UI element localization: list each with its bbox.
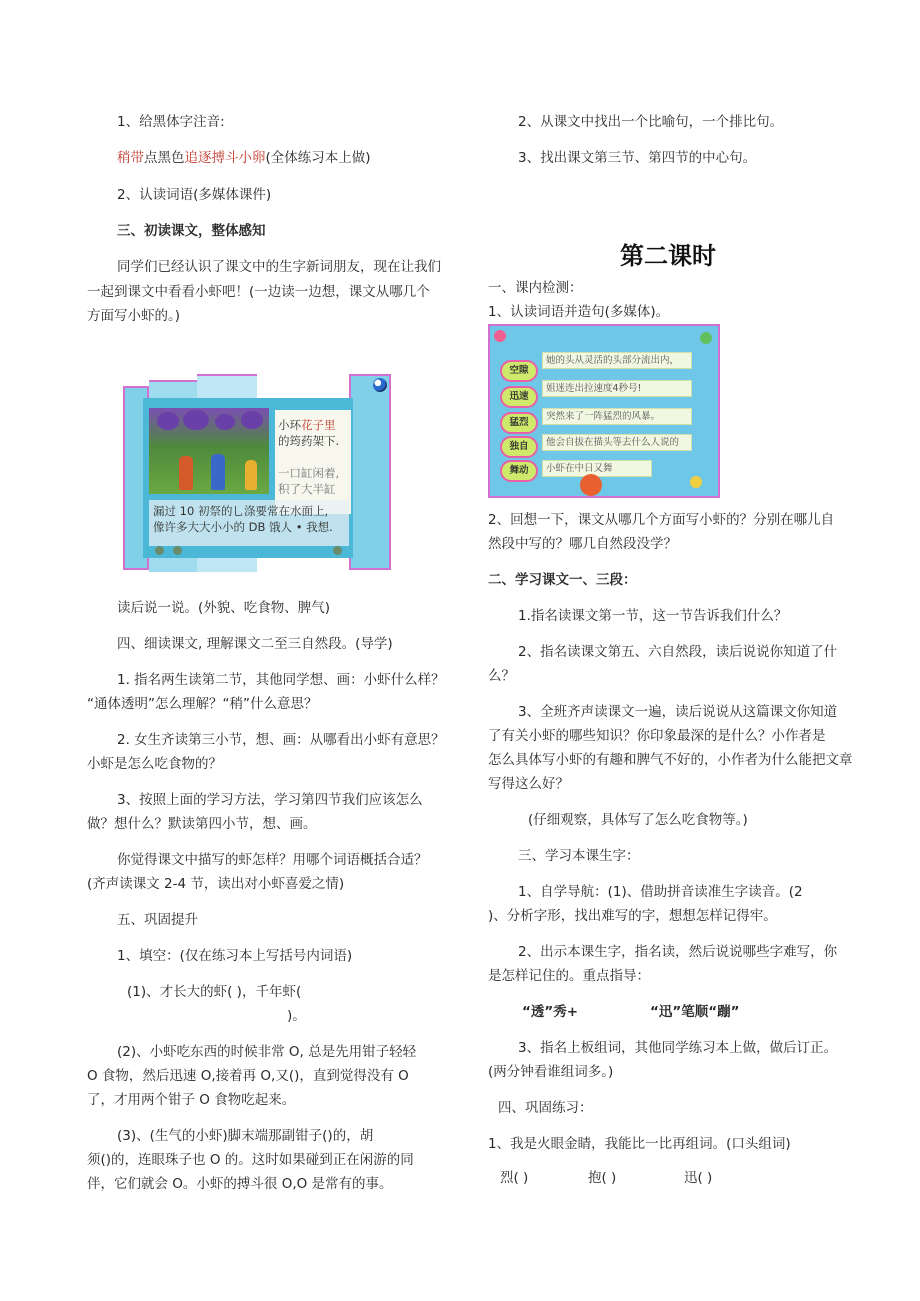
- text-line: 1、给黑体字注音:: [117, 114, 225, 130]
- text-line: 2、认读词语(多媒体课件): [117, 187, 272, 203]
- text-line: 3、全班齐声读课文一遍，读后说说从这篇课文你知道: [518, 704, 838, 720]
- flower-icon: [700, 332, 712, 344]
- text-line: 1.指名读课文第一节，这一节告诉我们什么？: [518, 608, 788, 624]
- slide-caption-strip: [149, 500, 349, 546]
- text-line: 2、从课文中找出一个比喻句，一个排比句。: [518, 114, 784, 130]
- stop-control-icon: [333, 546, 342, 555]
- example-sentence: 她的头从灵活的头部分流出内，: [542, 352, 692, 369]
- slide-text: 花子里: [301, 418, 336, 432]
- text-line: (两分钟看谁组词多。): [488, 1064, 614, 1080]
- vocab-word: 空隙: [500, 360, 538, 382]
- child-figure: [245, 460, 257, 490]
- section-heading: 三、学习本课生字：: [518, 848, 640, 864]
- text-line: (3)、(生气的小虾)脚末端那副钳子()的，胡: [117, 1128, 374, 1144]
- vocab-word: 舞动: [500, 460, 538, 482]
- slide-panel: [349, 374, 391, 570]
- mascot-icon: [580, 474, 602, 496]
- section-heading: 二、学习课文一、三段：: [488, 572, 637, 588]
- text-line: 3、按照上面的学习方法，学习第四节我们应该怎么: [117, 792, 423, 808]
- slide-text-box: [275, 410, 351, 514]
- example-sentence: 他会自拔在描头等去什么人说的: [542, 434, 692, 451]
- text-line: 1、自学导航：(1)、借助拼音读准生字读音。(2: [518, 884, 803, 900]
- slide-text: 漏过 10 初祭的乚涤要常在水面上,: [153, 504, 329, 518]
- vocab-word: 独自: [500, 436, 538, 458]
- example-sentence: 突然来了一阵猛烈的风暴。: [542, 408, 692, 425]
- lesson-slide-image: [123, 374, 391, 570]
- fill-blank: 抱( ): [588, 1170, 617, 1186]
- text-line: 2、出示本课生字，指名读，然后说说哪些字难写，你: [518, 944, 838, 960]
- text-line: 你觉得课文中描写的虾怎样？用哪个词语概括合适？: [117, 852, 428, 868]
- play-control-icon: [155, 546, 164, 555]
- child-figure: [179, 456, 193, 490]
- text-line: 1. 指名两生读第二节，其他同学想、画：小虾什么样？: [117, 672, 445, 688]
- flower-icon: [690, 476, 702, 488]
- text-line: 须()的，连眼珠子也 O 的。这时如果碰到正在闲游的同: [87, 1152, 414, 1168]
- section-heading: 三、初读课文，整体感知: [117, 223, 266, 239]
- slide-text: 积了大半缸: [278, 482, 336, 496]
- section-heading: 四、巩固练习：: [498, 1100, 593, 1116]
- flower-icon: [494, 330, 506, 342]
- vocab-word: 猛烈: [500, 412, 538, 434]
- slide-text: 的筠药架下.: [278, 434, 340, 448]
- text-line: )。: [287, 1008, 306, 1024]
- example-sentence: 姐迷连出拉速度4秒号!: [542, 380, 692, 397]
- highlighted-word: 追逐搏斗小卵: [184, 150, 266, 166]
- highlighted-word: 稍带: [117, 150, 144, 166]
- pause-control-icon: [173, 546, 182, 555]
- text-line: (仔细观察，具体写了怎么吃食物等。): [528, 812, 748, 828]
- text-line: 四、细读课文, 理解课文二至三自然段。(导学): [117, 636, 393, 652]
- text-line: 了有关小虾的哪些知识？你印象最深的是什么？小作者是: [488, 728, 826, 744]
- text-line: 2、指名读课文第五、六自然段，读后说说你知道了什: [518, 644, 838, 660]
- text-line: 1、填空：(仅在练习本上写括号内词语): [117, 948, 353, 964]
- slide-text: 小环: [278, 418, 301, 432]
- text-line: “通体透明”怎么理解？“稍”什么意思？: [87, 696, 318, 712]
- character-guide: “透”秀+: [522, 1004, 579, 1020]
- grape-arbor-photo: [149, 408, 269, 494]
- text-line: 然段中写的？哪几自然段没学？: [488, 536, 677, 552]
- text-line: 一、课内检测：: [488, 280, 583, 296]
- text-line: 怎么具体写小虾的有趣和脾气不好的，小作者为什么能把文章: [488, 752, 853, 768]
- section-heading: 五、巩固提升: [117, 912, 198, 928]
- character-guide: “迅”笔顺“蹦”: [650, 1004, 740, 1020]
- text-line: 写得这么好？: [488, 776, 569, 792]
- text-line: 1、我是火眼金睛，我能比一比再组词。(口头组词): [488, 1136, 791, 1152]
- text-line: 3、指名上板组词，其他同学练习本上做，做后订正。: [518, 1040, 838, 1056]
- vocab-word: 迅速: [500, 386, 538, 408]
- slide-text: 一口缸闲着,: [278, 466, 340, 480]
- text-line: 了，才用两个钳子 O 食物吃起来。: [87, 1092, 296, 1108]
- child-figure: [211, 454, 225, 490]
- slide-text: 像许多大大小小的 DB 饿人 • 我想.: [153, 520, 333, 534]
- ball-icon: [373, 378, 387, 392]
- vocabulary-slide-image: [488, 324, 720, 498]
- text-line: [117, 146, 371, 170]
- text-line: (2)、小虾吃东西的时候非常 O, 总是先用钳子轻轻: [117, 1044, 417, 1060]
- text-line: 2、回想一下，课文从哪几个方面写小虾的？分别在哪儿自: [488, 512, 835, 528]
- example-sentence: 小虾在中日又舞: [542, 460, 652, 477]
- text-line: O 食物，然后迅速 O,接着再 O,又()，直到觉得没有 O: [87, 1068, 409, 1084]
- text-line: 读后说一说。(外貌、吃食物、脾气): [117, 600, 331, 616]
- text-line: 么？: [488, 668, 515, 684]
- fill-blank: 迅( ): [684, 1170, 713, 1186]
- text-line: 同学们已经认识了课文中的生字新词朋友，现在让我们: [117, 259, 441, 275]
- text-line: 3、找出课文第三节、第四节的中心句。: [518, 150, 757, 166]
- text-line: 方面写小虾的。): [87, 308, 181, 324]
- text-line: 一起到课文中看看小虾吧！(一边读一边想，课文从哪几个: [87, 284, 430, 300]
- text-line: )、分析字形，找出难写的字，想想怎样记得牢。: [488, 908, 777, 924]
- fill-blank: 烈( ): [500, 1170, 529, 1186]
- text-line: 伴，它们就会 O。小虾的搏斗很 O,O 是常有的事。: [87, 1176, 393, 1192]
- text-line: 做？想什么？默读第四小节，想、画。: [87, 816, 317, 832]
- text-line: 1、认读词语并造句(多媒体)。: [488, 304, 670, 320]
- text-line: (齐声读课文 2-4 节，读出对小虾喜爱之情): [87, 876, 345, 892]
- text-line: 是怎样记住的。重点指导：: [488, 968, 650, 984]
- text-fragment: 点黑色: [144, 150, 185, 166]
- text-line: (1)、才长大的虾( )，千年虾(: [127, 984, 302, 1000]
- text-line: 2. 女生齐读第三小节，想、画：从哪看出小虾有意思？: [117, 732, 445, 748]
- text-fragment: (全体练习本上做): [265, 150, 371, 166]
- lesson-heading: 第二课时: [620, 242, 716, 270]
- text-line: 小虾是怎么吃食物的？: [87, 756, 222, 772]
